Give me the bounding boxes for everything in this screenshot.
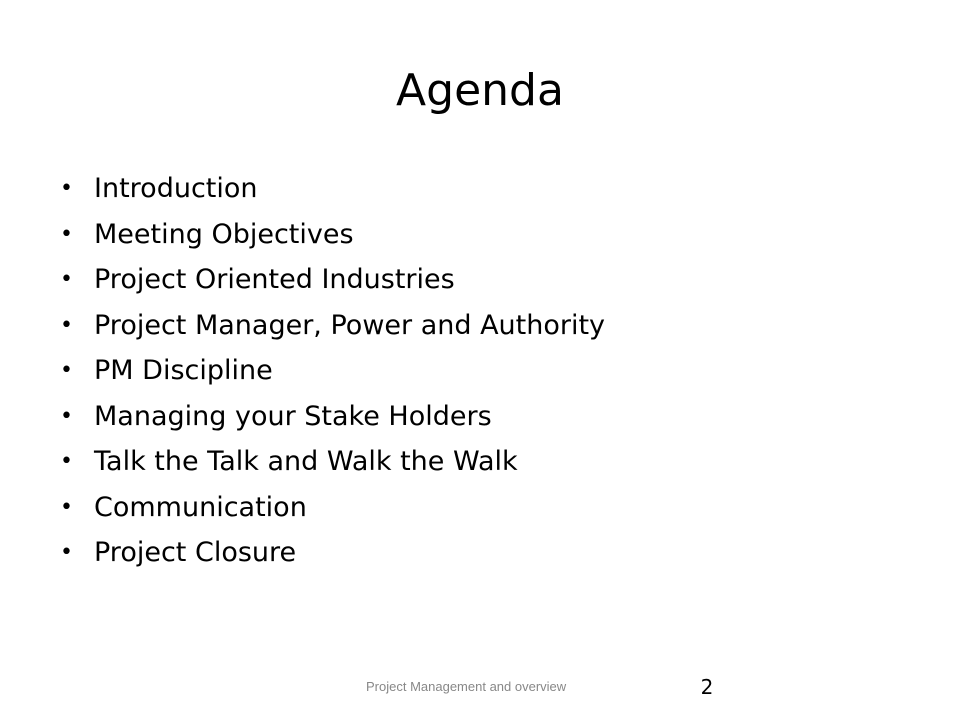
bullet-icon: • — [60, 221, 73, 247]
bullet-icon: • — [60, 358, 73, 383]
bullet-icon: • — [60, 176, 73, 201]
agenda-item — [60, 439, 920, 485]
agenda-item — [60, 212, 920, 258]
agenda-list — [60, 166, 920, 576]
agenda-item — [60, 166, 920, 212]
agenda-item — [60, 348, 920, 394]
page-number: 2 — [700, 675, 714, 699]
bullet-icon: • — [60, 449, 73, 474]
agenda-item-label: Project Oriented Industries — [94, 264, 455, 295]
slide-title: Agenda — [396, 65, 564, 116]
bullet-icon: • — [60, 312, 73, 338]
agenda-item-label: Talk the Talk and Walk the Walk — [94, 446, 518, 477]
agenda-item — [60, 394, 920, 440]
agenda-item — [60, 257, 920, 303]
bullet-icon: • — [60, 403, 73, 429]
agenda-item-label: Managing your Stake Holders — [94, 400, 492, 432]
agenda-item-label: Introduction — [94, 173, 258, 204]
agenda-item-label: PM Discipline — [94, 355, 273, 386]
agenda-item-label: Meeting Objectives — [94, 218, 354, 250]
agenda-item — [60, 303, 920, 349]
agenda-item — [60, 530, 920, 576]
bullet-icon: • — [60, 494, 73, 520]
bullet-icon: • — [60, 267, 73, 292]
agenda-item — [60, 485, 920, 531]
bullet-icon: • — [60, 540, 73, 565]
agenda-item-label: Project Closure — [94, 537, 297, 568]
agenda-item-label: Project Manager, Power and Authority — [94, 309, 606, 341]
agenda-item-label: Communication — [94, 491, 307, 523]
slide-footer: Project Management and overview — [366, 679, 567, 694]
